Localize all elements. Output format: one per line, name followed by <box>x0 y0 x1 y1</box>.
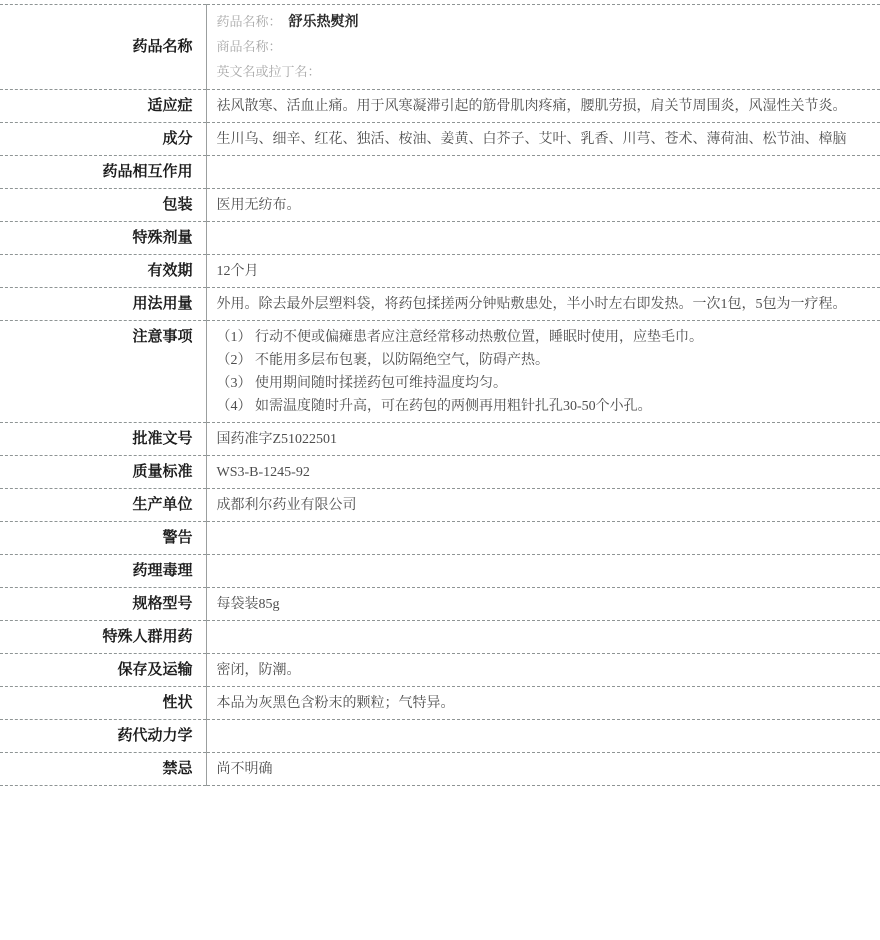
row-value: 祛风散寒、活血止痛。用于风寒凝滞引起的筋骨肌肉疼痛，腰肌劳损，肩关节周围炎，风湿性关节炎。 <box>216 99 847 114</box>
row-value: 医用无纺布。 <box>216 198 301 213</box>
english-name-line <box>217 60 861 85</box>
row-label: 保存及运输 <box>0 654 206 687</box>
row-drug-interactions <box>0 156 880 189</box>
row-label: 特殊人群用药 <box>0 621 206 654</box>
row-pharmacokinetics <box>0 720 880 753</box>
row-value: 每袋装85g <box>216 597 280 612</box>
row-storage-transport <box>0 654 880 687</box>
row-ingredients <box>0 123 880 156</box>
row-special-dosage <box>0 222 880 255</box>
row-description <box>0 687 880 720</box>
row-label: 包装 <box>0 189 206 222</box>
precaution-item: （3） 使用期间随时揉搓药包可维持温度均匀。 <box>216 376 507 391</box>
english-name-sublabel: 英文名或拉丁名： <box>216 64 321 79</box>
row-packaging <box>0 189 880 222</box>
trade-name-sublabel: 商品名称： <box>216 39 282 54</box>
row-value <box>206 555 880 588</box>
row-value <box>206 720 880 753</box>
row-approval-number <box>0 423 880 456</box>
row-label: 禁忌 <box>0 753 206 786</box>
row-label: 药品名称 <box>0 5 206 90</box>
row-value: 生川乌、细辛、红花、独活、桉油、姜黄、白芥子、艾叶、乳香、川芎、苍术、薄荷油、松节油、樟脑 <box>216 132 847 147</box>
row-special-populations <box>0 621 880 654</box>
row-label: 特殊剂量 <box>0 222 206 255</box>
row-value: 本品为灰黑色含粉末的颗粒；气特异。 <box>216 696 455 711</box>
row-label: 成分 <box>0 123 206 156</box>
precaution-item: （4） 如需温度随时升高，可在药包的两侧再用粗针扎孔30-50个小孔。 <box>216 399 652 414</box>
row-label: 药品相互作用 <box>0 156 206 189</box>
row-value <box>206 621 880 654</box>
row-label: 批准文号 <box>0 423 206 456</box>
row-label: 质量标准 <box>0 456 206 489</box>
row-value: WS3-B-1245-92 <box>216 465 310 480</box>
row-contraindications <box>0 753 880 786</box>
row-indications <box>0 90 880 123</box>
row-pharmacology-toxicology <box>0 555 880 588</box>
row-value: 外用。除去最外层塑料袋，将药包揉搓两分钟贴敷患处，半小时左右即发热。一次1包，5包为一疗程。 <box>216 297 847 312</box>
row-value <box>206 156 880 189</box>
row-label: 生产单位 <box>0 489 206 522</box>
row-label: 适应症 <box>0 90 206 123</box>
row-drug-name <box>0 5 880 90</box>
row-label: 规格型号 <box>0 588 206 621</box>
row-value <box>206 222 880 255</box>
row-value <box>206 522 880 555</box>
row-value: 12个月 <box>216 264 259 279</box>
row-label: 用法用量 <box>0 288 206 321</box>
row-quality-standard <box>0 456 880 489</box>
row-label: 警告 <box>0 522 206 555</box>
row-label: 药代动力学 <box>0 720 206 753</box>
row-value: 国药准字Z51022501 <box>216 432 338 447</box>
row-precautions <box>0 321 880 423</box>
row-value: 尚不明确 <box>216 762 273 777</box>
precaution-item: （2） 不能用多层布包裹，以防隔绝空气，防碍产热。 <box>216 353 549 368</box>
row-label: 性状 <box>0 687 206 720</box>
drug-name-sublabel: 药品名称： <box>216 14 282 29</box>
row-usage-dosage <box>0 288 880 321</box>
row-value <box>206 321 880 423</box>
row-label: 药理毒理 <box>0 555 206 588</box>
precaution-item: （1） 行动不便或偏瘫患者应注意经常移动热敷位置，睡眠时使用，应垫毛巾。 <box>216 330 703 345</box>
row-label: 注意事项 <box>0 321 206 423</box>
row-value: 密闭，防潮。 <box>216 663 301 678</box>
row-value: 成都利尔药业有限公司 <box>216 498 357 513</box>
row-value <box>206 5 880 90</box>
row-warning <box>0 522 880 555</box>
row-shelf-life <box>0 255 880 288</box>
drug-info-table <box>0 4 880 786</box>
row-manufacturer <box>0 489 880 522</box>
trade-name-line <box>217 35 861 60</box>
drug-name-value: 舒乐热熨剂 <box>288 15 359 30</box>
drug-name-line <box>217 10 861 35</box>
row-label: 有效期 <box>0 255 206 288</box>
row-specification <box>0 588 880 621</box>
